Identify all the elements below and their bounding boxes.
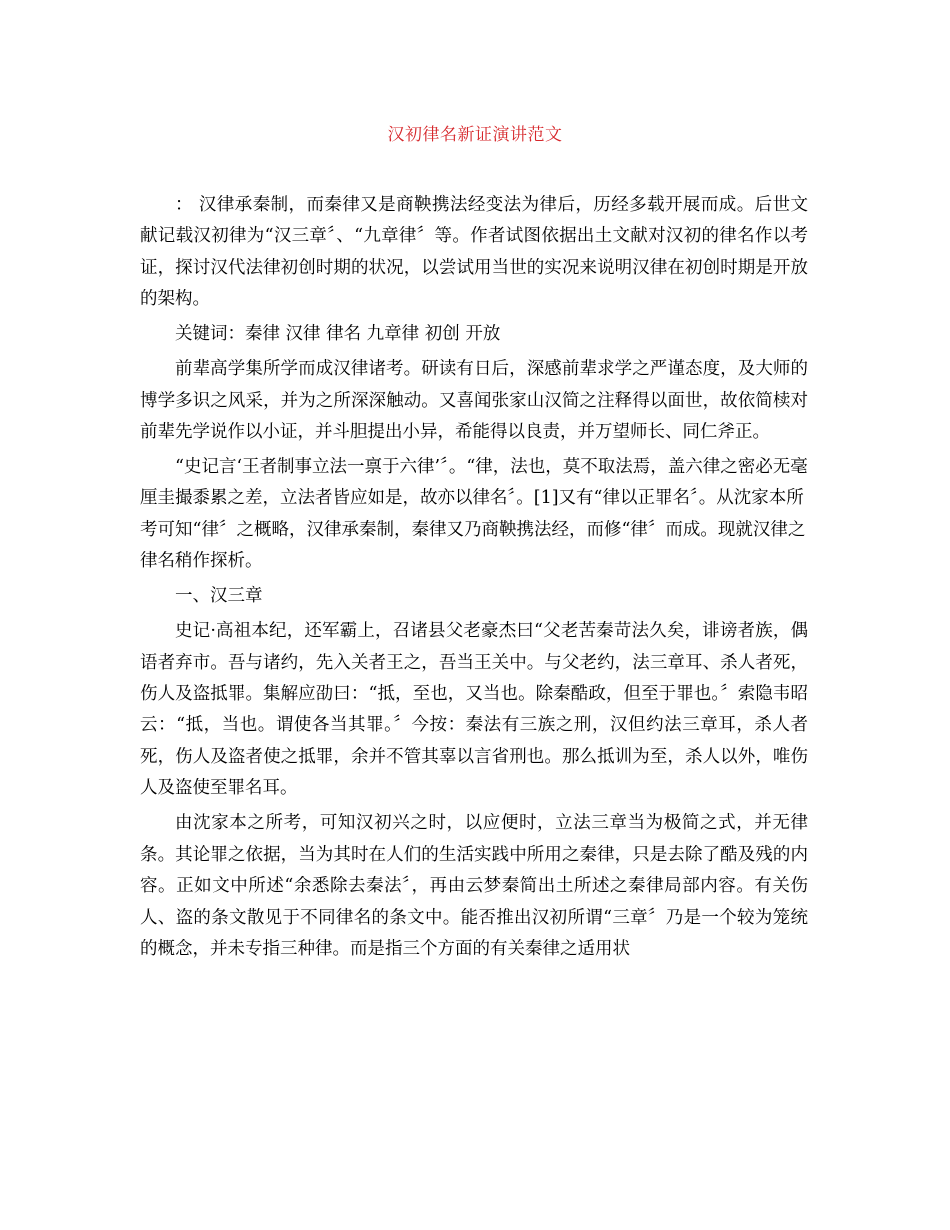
- shiji-paragraph: 史记·高祖本纪，还军霸上，召诸县父老豪杰曰“父老苦秦苛法久矣，诽谤者族，偶语者弃市。吾与诸约，先入关者王之，吾当王关中。与父老约，法三章耳、杀人者死，伤人及盗抵罪。集解应劭曰：“抵，至也，又当也。除秦酷政，但至于罪也。〞索隐韦昭云：“抵，当也。谓使各当其罪。〞今按：秦法有三族之刑，汉但约法三章耳，杀人者死，伤人及盗者使之抵罪，余并不管其辜以言省刑也。那么抵训为至，杀人以外，唯伤人及盗使至罪名耳。: [140, 621, 808, 799]
- keywords-paragraph: 关键词：秦律 汉律 律名 九章律 初创 开放: [175, 324, 501, 345]
- section-heading-han-three-chapters: 一、汉三章: [175, 586, 263, 607]
- intro-paragraph: 前辈高学集所学而成汉律诸考。研读有日后，深感前辈求学之严谨态度，及大师的博学多识之风采，并为之所深深触动。又喜闻张家山汉简之注释得以面世，故依简椟对前辈先学说作以小证，并斗胆提出小异，希能得以良责，并万望师长、同仁斧正。: [140, 359, 808, 443]
- abstract-paragraph: ： 汉律承秦制，而秦律又是商鞅携法经变法为律后，历经多载开展而成。后世文献记载汉初律为“汉三章〞、“九章律〞等。作者试图依据出土文献对汉初的律名作以考证，探讨汉代法律初创时期的状况，以尝试用当世的实况来说明汉律在初创时期是开放的架构。: [140, 195, 808, 310]
- analysis-paragraph: 由沈家本之所考，可知汉初兴之时，以应便时，立法三章当为极简之式，并无律条。其论罪之依据，当为其时在人们的生活实践中所用之秦律，只是去除了酷及残的内容。正如文中所述“余悉除去秦法〞，再由云梦秦简出土所述之秦律局部内容。有关伤人、盗的条文散见于不同律名的条文中。能否推出汉初所谓“三章〞乃是一个较为笼统的概念，并未专指三种律。而是指三个方面的有关秦律之适用状: [140, 813, 808, 959]
- lu-definition-paragraph: “史记言‘王者制事立法一禀于六律’〞。“律，法也，莫不取法焉，盖六律之密必无毫厘圭撮黍累之差，立法者皆应如是，故亦以律名〞。[1]又有“律以正罪名〞。从沈家本所考可知“律〞之概略，汉律承秦制，秦律又乃商鞅携法经，而修“律〞而成。现就汉律之律名稍作探析。: [140, 457, 808, 572]
- document-title: 汉初律名新证演讲范文: [387, 125, 563, 145]
- document-body: [140, 190, 808, 969]
